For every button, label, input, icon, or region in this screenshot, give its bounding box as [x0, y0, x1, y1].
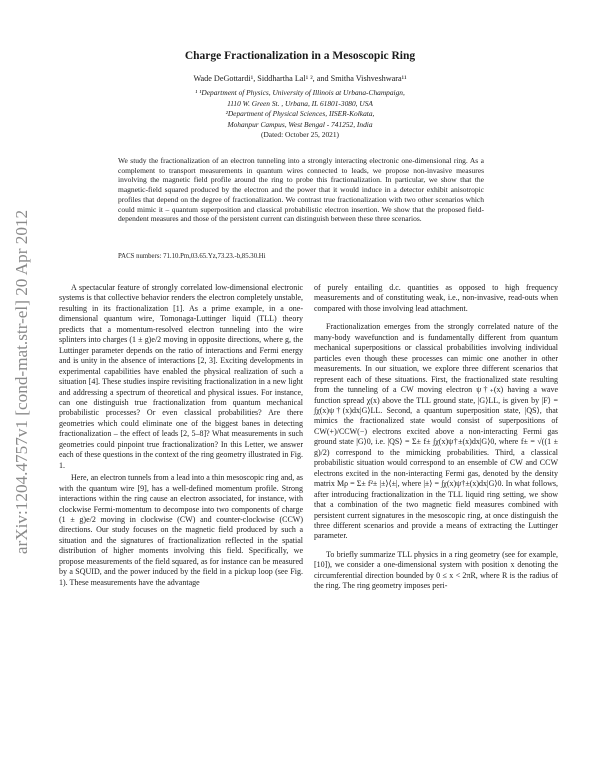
left-column — [59, 283, 303, 588]
paper-authors: Wade DeGottardi¹, Siddhartha Lal¹ ², and Smitha Vishveshwara¹¹ — [193, 74, 407, 83]
arxiv-side-identifier-svg — [6, 182, 34, 582]
abstract: We study the fractionalization of an electron tunneling into a strongly interacting electronic one-dimensional ring. As a complement to transport measurements in quantum wires connected to leads, we propose non-invasive measures involving the magnetic field profile around the ring to probe this fractionalization. In particular, we show that the magnetic-field squared produced by the electron and the power that it would induce in a detector exhibit anisotropic profiles that depend on the degree of fractionalization. We contrast true fractionalization with two other scenarios which could mimic it – quantum superposition and classical probabilistic electron insertion. We show that the proposed field-dependent measures and those of the persistent current can distinguish between these three scenarios. — [118, 156, 484, 224]
affiliation-line: Mohanpur Campus, West Bengal - 741252, India — [227, 119, 373, 129]
affiliation-line: 1110 W. Green St. , Urbana, IL 61801-3080, USA — [227, 98, 373, 108]
affiliation-line: ¹ ¹Department of Physics, University of Illinois at Urbana-Champaign, — [195, 88, 405, 97]
arxiv-side-identifier-text: arXiv:1204.4757v1 [cond-mat.str-el] 20 Apr 2012 — [12, 209, 31, 555]
body-paragraph: Fractionalization emerges from the strongly correlated nature of the many-body wavefunction and is fundamentally different from quantum mechanical superpositions or classical probabilities involving individual particles even though these processes can mimic one another in other measurements. In our situation, we explore three different scenarios that represent each of these situations. First, the fractionalized state resulting from the tunneling of a CW moving electron ψ†₊(x) having a wave function spread χ(x) above the TLL ground state, |G⟩LL, is given by |F⟩ = ∫χ(x)ψ†(x)dx|G⟩LL. Second, a quantum superposition state, |QS⟩, that mimics the fractionalized state would consist of superpositions of CW(+)/CCW(−) electrons excited above a non-interacting Fermi gas ground state |G⟩0, i.e. |QS⟩ = Σ± f± ∫χ(x)ψ†±(x)dx|G⟩0, where f± = √((1 ± g)/2) correspond to the mimicking probabilities. Third, a classical probabilistic situation would correspond to an ensemble of CW and CCW electrons excited in the non-interacting Fermi gas, denoted by the density matrix Mρ = Σ± f²± |±⟩⟨±|, where |±⟩ = ∫χ(x)ψ†±(x)dx|G⟩0. In what follows, after introducing fractionalization in the TLL liquid ring setting, we show that a combination of the two magnetic field measures combined with persistent current signatures in the mesoscopic ring, at once distinguish the three different scenarios and provide a means of extracting the Luttinger parameter. — [314, 322, 558, 541]
paper-title: Charge Fractionalization in a Mesoscopic Ring — [184, 50, 416, 62]
body-paragraph: To briefly summarize TLL physics in a ring geometry (see for example, [10]), we consider a one-dimensional system with position x denoting the circumferential direction bounded by 0 ≤ x < 2πR, where R is the radius of the ring. The ring geometry imposes peri- — [314, 549, 558, 591]
arxiv-side-identifier — [6, 182, 34, 582]
body-paragraph: of purely entailing d.c. quantities as opposed to high frequency measurements and of constituting weak, i.e., non-invasive, read-outs when compared with those involving lead attachment. — [314, 283, 558, 313]
right-column — [314, 283, 558, 592]
paper-affiliations — [60, 88, 540, 141]
body-paragraph: Here, an electron tunnels from a lead into a thin mesoscopic ring and, as with the quantum wire [9], has a well-defined momentum profile. Strong interactions within the ring cause an electron associated, for instance, with clockwise Fermi-momentum to decompose into two components of charge (1 ± g)e/2 moving in clockwise (CW) and counter-clockwise (CCW) directions. Our study focuses on the magnetic field produced by such a situation and the signatures of fractionalization reflected in the spatial distribution of higher moments involving this field. Specifically, we propose measurements of the field squared, as for instance can be measured by a SQUID, and the power induced by the field in a pickup loop (see Fig. 1). These measurements have the advantage — [59, 473, 303, 587]
affiliation-line: ²Department of Physical Sciences, IISER-Kolkata, — [225, 109, 375, 119]
paper-date: (Dated: October 25, 2021) — [261, 130, 339, 140]
body-paragraph: A spectacular feature of strongly correlated low-dimensional electronic systems is that collective behavior renders the electron completely unstable, resulting in its fractionalization [1]. As a prime example, in a one-dimensional quantum wire, Tomonaga-Luttinger liquid (TLL) theory predicts that a momentum-resolved electron tunneling into the wire splinters into charges (1 ± g)e/2 moving in opposite directions, where g, the Luttinger parameter depends on the ratio of interactions and Fermi energy and is unity in the absence of interactions [2, 3]. Exciting developments in experimental capabilities have enabled the physical realization of such a situation [4]. These studies inspire revisiting fractionalization in a new light and addressing a spectrum of theoretical and physical issues. For instance, can one distinguish true fractionalization from quantum mechanical probabilistic processes? Or even classical probabilities? Are there geometries which could eliminate one of the biggest banes in detecting fractionalization – the effect of leads [2, 5–8]? What measurements in such geometries could pinpoint true fractionalization? In this Letter, we answer each of these questions in the context of the ring geometry illustrated in Fig. 1. — [59, 283, 303, 470]
pacs-numbers: PACS numbers: 71.10.Pm,03.65.Yz,73.23.-b,85.30.Hi — [118, 253, 266, 260]
